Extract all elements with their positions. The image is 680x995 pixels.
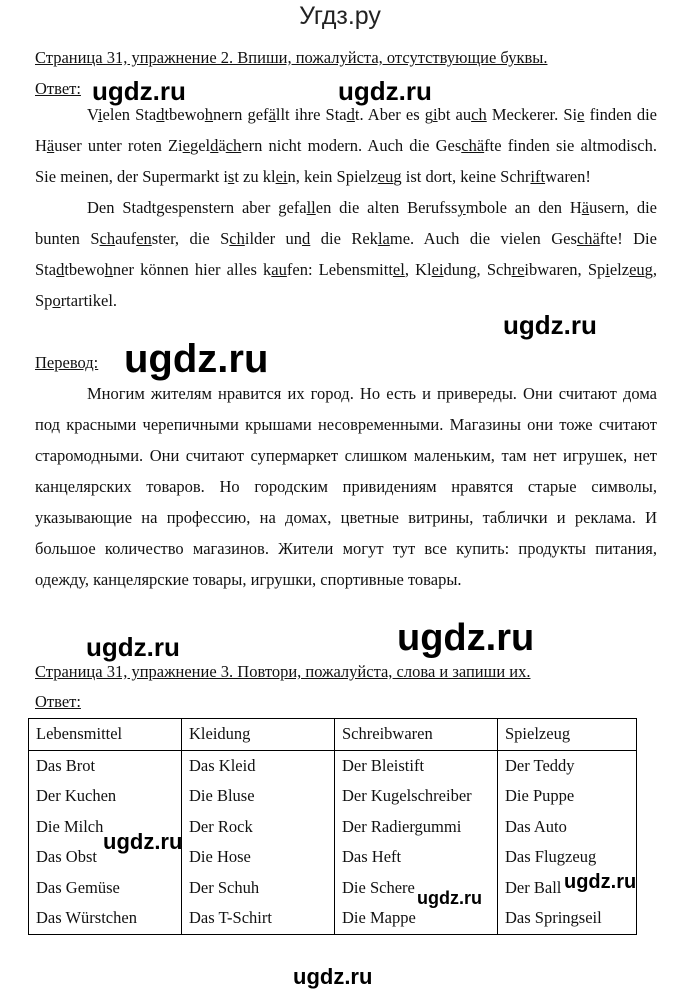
table-cell: Das Gemüse (36, 877, 120, 897)
table-cell: Die Hose (189, 847, 251, 866)
table-cell: Die Mappe (342, 908, 416, 927)
vocabulary-table (28, 718, 637, 935)
table-cell: Die Milch (36, 816, 104, 836)
table-cell: Die Puppe (505, 786, 575, 805)
exercise-2-answer-text: Vielen Stadtbewohnern gefällt ihre Stadt. Aber es gibt auch Meckerer. Sie finden die Häuser unter roten Ziegeldächern nicht modern. Auch die Geschäfte finden sie altmodisch. Sie meinen, der Supermarkt ist zu klein, kein Spielzeug ist dort, keine Schriftwaren! Den Stadtgespenstern aber gefallen die alten Berufssymbole an den Häusern, die bunten Schaufenster, die Schilder und die Reklame. Auch die vielen Geschäfte! Die Stadtbewohner können hier alles kaufen: Lebensmittel, Kleidung, Schreibwaren, Spielzeug, Sportartikel. (35, 105, 658, 310)
table-column (498, 750, 637, 934)
translation-label: Перевод: (35, 353, 99, 372)
table-cell: Das Obst (36, 847, 97, 866)
answer-label-ex3: Ответ: (35, 692, 81, 711)
table-cell: Das Heft (342, 847, 402, 866)
table-cell: Die Schere (342, 877, 415, 897)
table-cell: Der Ball (505, 877, 562, 897)
table-cell: Das Brot (36, 755, 96, 775)
watermark: ugdz.ru (293, 964, 373, 989)
table-cell: Der Radiergummi (342, 816, 462, 836)
table-cell: Der Kugelschreiber (342, 786, 472, 805)
table-cell: Das T-Schirt (189, 908, 272, 927)
watermark: ugdz.ru (86, 632, 180, 662)
watermark: ugdz.ru (103, 829, 183, 854)
watermark: ugdz.ru (397, 617, 535, 659)
watermark: ugdz.ru (124, 337, 269, 381)
table-cell: Das Springseil (505, 908, 602, 927)
watermark: ugdz.ru (417, 888, 482, 908)
table-cell: Der Rock (189, 816, 253, 836)
answer-label-ex2: Ответ: (35, 79, 81, 98)
table-cell: Das Auto (505, 816, 567, 836)
exercise-3-heading: Страница 31, упражнение 3. Повтори, пожалуйста, слова и запиши их. (35, 662, 531, 681)
exercise-2-heading: Страница 31, упражнение 2. Впиши, пожалуйста, отсутствующие буквы. (35, 48, 548, 67)
table-cell: Das Flugzeug (505, 847, 597, 866)
site-title: Угдз.ру (299, 2, 381, 30)
table-cell: Der Bleistift (342, 755, 425, 775)
table-cell: Das Würstchen (36, 908, 137, 927)
table-header: Spielzeug (498, 719, 637, 751)
table-cell: Der Teddy (505, 755, 575, 775)
watermark: ugdz.ru (503, 310, 597, 340)
watermark: ugdz.ru (564, 871, 637, 893)
table-header: Kleidung (182, 719, 335, 751)
table-cell: Der Kuchen (36, 786, 117, 805)
table-cell: Die Bluse (189, 786, 255, 805)
table-header: Lebensmittel (29, 719, 182, 751)
watermark: ugdz.ru (338, 76, 432, 106)
table-cell: Der Schuh (189, 877, 260, 897)
table-column (182, 750, 335, 934)
translation-text: Многим жителям нравится их город. Но есть и привереды. Они считают дома под красными черепичными крышами несовременными. Магазины они тоже считают старомодными. Они считают супермаркет слишком маленьким, там нет игрушек, нет канцелярских товаров. Но городским привидениям нравятся старые символы, указывающие на профессию, на домах, цветные витрины, таблички и реклама. И большое количество магазинов. Жители могут тут все купить: продукты питания, одежду, канцелярские товары, игрушки, спортивные товары. (35, 384, 657, 589)
table-header: Schreibwaren (335, 719, 498, 751)
table-cell: Das Kleid (189, 755, 256, 775)
watermark: ugdz.ru (92, 76, 186, 106)
